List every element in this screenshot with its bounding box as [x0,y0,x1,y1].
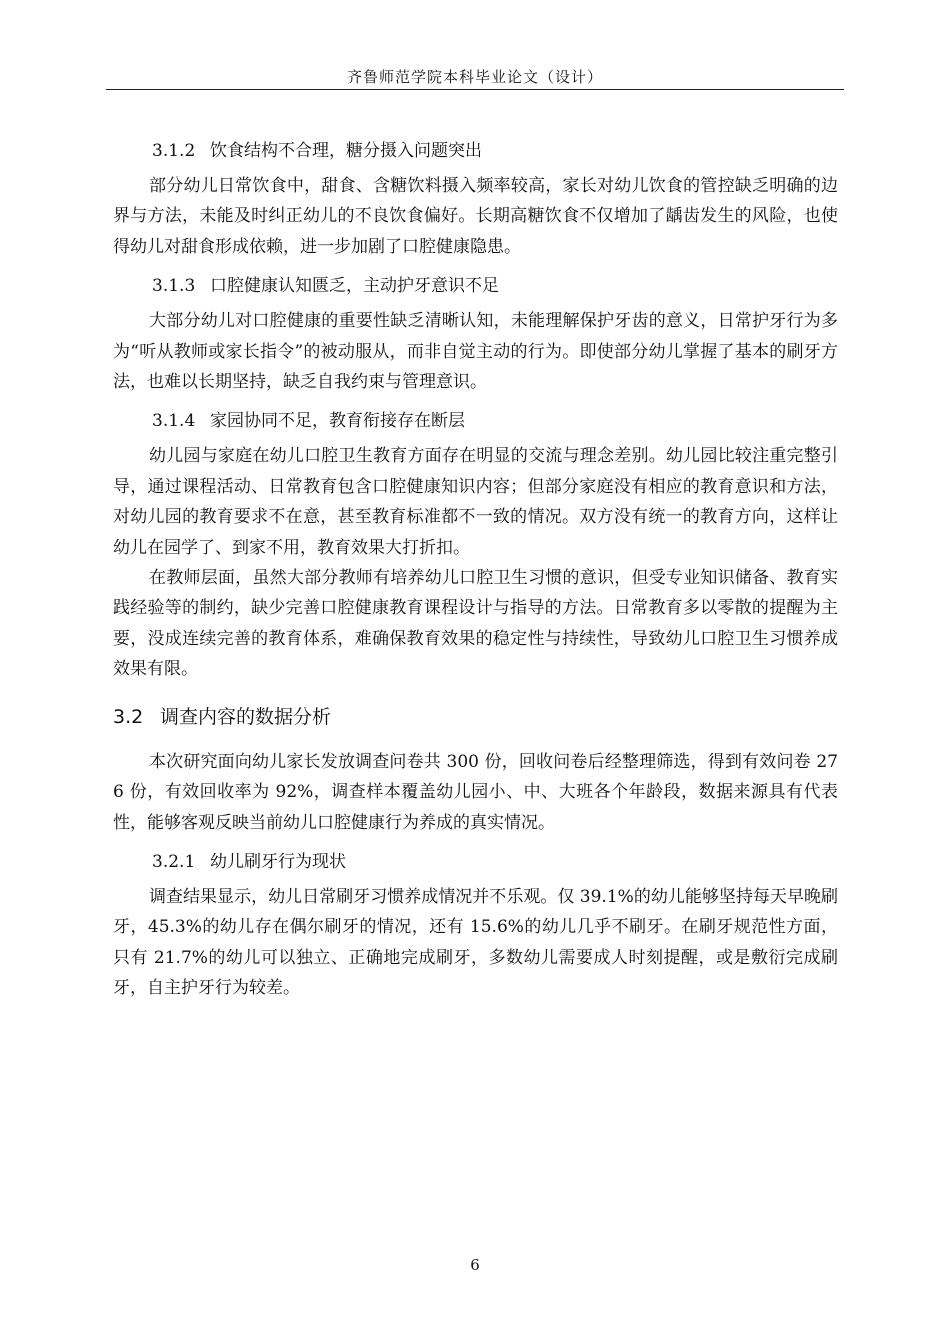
section-number: 3.1.3 [152,276,196,297]
section-number: 3.1.2 [152,141,196,161]
section-heading-3-1-3 [113,268,838,304]
paragraph: 调查结果显示，幼儿日常刷牙习惯养成情况并不乐观。仅 39.1%的幼儿能够坚持每天早晚刷牙，45.3%的幼儿存在偶尔刷牙的情况，还有 15.6%的幼儿几乎不刷牙。在刷牙规范性方面，只有 21.7%的幼儿可以独立、正确地完成刷牙，多数幼儿需要成人时刻提醒，或是敷衍完成刷牙，自主护牙行为较差。 [113,886,838,999]
section-number: 3.2 [113,705,144,728]
section-title: 幼儿刷牙行为现状 [210,851,346,872]
section-heading-3-2-1 [113,844,838,880]
section-number: 3.2.1 [152,851,196,872]
paragraph: 大部分幼儿对口腔健康的重要性缺乏清晰认知，未能理解保护牙齿的意义，日常护牙行为多为“听从教师或家长指令”的被动服从，而非自觉主动的行为。即使部分幼儿掌握了基本的刷牙方法，也难以长期坚持，缺乏自我约束与管理意识。 [113,311,838,393]
paragraph: 本次研究面向幼儿家长发放调查问卷共 300 份，回收问卷后经整理筛选，得到有效问卷 276 份，有效回收率为 92%，调查样本覆盖幼儿园小、中、大班各个年龄段，数据来源具有代表性，能够客观反映当前幼儿口腔健康行为养成的真实情况。 [113,751,838,833]
section-heading-3-2 [113,697,838,737]
section-title: 饮食结构不合理，糖分摄入问题突出 [210,141,482,161]
paragraph: 部分幼儿日常饮食中，甜食、含糖饮料摄入频率较高，家长对幼儿饮食的管控缺乏明确的边界与方法，未能及时纠正幼儿的不良饮食偏好。长期高糖饮食不仅增加了龋齿发生的风险，也使得幼儿对甜食形成依赖，进一步加剧了口腔健康隐患。 [113,176,838,257]
page-number: 6 [470,1256,480,1274]
section-number: 3.1.4 [152,411,196,432]
section-heading-3-1-2 [113,133,838,169]
page-header: 齐鲁师范学院本科毕业论文（设计） [346,68,603,86]
section-title: 调查内容的数据分析 [160,705,332,728]
paragraph: 在教师层面，虽然大部分教师有培养幼儿口腔卫生习惯的意识，但受专业知识储备、教育实践经验等的制约，缺少完善口腔健康教育课程设计与指导的方法。日常教育多以零散的提醒为主要，没成连续完善的教育体系，难确保教育效果的稳定性与持续性，导致幼儿口腔卫生习惯养成效果有限。 [113,568,838,680]
header-rule [106,89,844,90]
paragraph: 幼儿园与家庭在幼儿口腔卫生教育方面存在明显的交流与理念差别。幼儿园比较注重完整引导，通过课程活动、日常教育包含口腔健康知识内容；但部分家庭没有相应的教育意识和方法，对幼儿园的教育要求不在意，甚至教育标准都不一致的情况。双方没有统一的教育方向，这样让幼儿在园学了、到家不用，教育效果大打折扣。 [113,446,838,558]
section-heading-3-1-4 [113,403,838,439]
section-title: 口腔健康认知匮乏，主动护牙意识不足 [210,276,499,297]
page-body [113,133,838,1010]
section-title: 家园协同不足，教育衔接存在断层 [210,411,465,432]
